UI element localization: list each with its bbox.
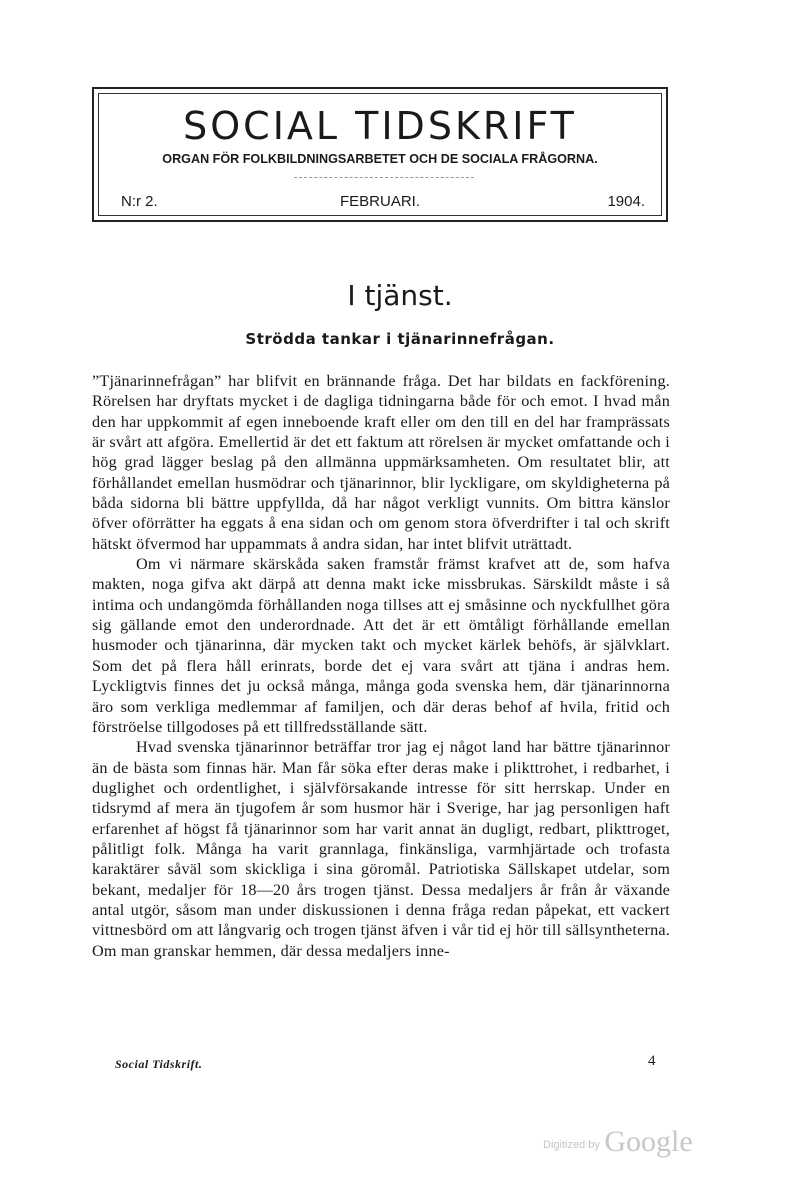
article-paragraph: Hvad svenska tjänarinnor beträffar tror jag ej något land har bättre tjänarinnor än de bästa som finnas här. Man får söka efter deras make i plikttrohet, i redbarhet, i duglighet och ordentlighet, i självförsakande intresse för sitt herrskap. Under en tidsrymd af mera än tjugofem år som husmor här i Sverige, har jag personligen haft erfarenhet af högst få tjänarinnor som har varit annat än dugligt, redbart, plikttroget, pålitligt folk. Många ha varit grannlaga, finkänsliga, varmhjärtade och trofasta karaktärer såväl som skickliga i sina göromål. Patriotiska Sällskapet utdelar, som bekant, medaljer för 18—20 års trogen tjänst. Dessa medaljers år från år växande antal utgör, såsom man under diskussionen i denna fråga redan påpekat, ett vackert vittnesbörd om att långvarig och trogen tjänst äfven i vår tid ej hör till sällsyntheterna. Om man granskar hemmen, där dessa medaljers inne-	[92, 738, 670, 960]
article-paragraph: Om vi närmare skärskåda saken framstår främst krafvet att de, som hafva makten, noga gifva akt därpå att denna makt icke missbrukas. Särskildt måste i så intima och undangömda förhållanden noga tillses att ej småsinne och nyckfullhet göra sig gällande emot den underordnade. Att det är ett ömtåligt förhållande emellan husmoder och tjänarinna, där mycken takt och mycket kärlek behöfs, är självklart. Som det på flera håll erinrats, borde det ej vara svårt att tjäna i andras hem. Lyckligtvis finnes det ju också många, många goda svenska hem, där tjänarinnorna äro som verkliga medlemmar af familjen, och där deras behof af hvila, fritid och förströelse tillgodoses på ett tillfredsställande sätt.	[92, 555, 670, 736]
journal-title: SOCIAL TIDSKRIFT	[183, 104, 577, 148]
divider	[294, 177, 474, 178]
issue-number: N:r 2.	[121, 193, 158, 210]
article-body	[92, 371, 670, 961]
article-subtitle: Strödda tankar i tjänarinnefrågan.	[245, 330, 555, 348]
page-number: 4	[648, 1053, 656, 1069]
journal-subtitle: ORGAN FÖR FOLKBILDNINGSARBETET OCH DE SOCIALA FRÅGORNA.	[162, 152, 598, 166]
issue-month: FEBRUARI.	[339, 193, 420, 210]
article-paragraph: ”Tjänarinnefrågan” har blifvit en brännande fråga. Det har bildats en fackförening. Rörelsen har dryftats mycket i de dagliga tidningarna både för och emot. I hvad mån den har uppkommit af egen inneboende kraft eller om den till en del har framprässats är svårt att afgöra. Emellertid är det ett faktum att rörelsen är mycket omfattande och i hög grad lägger beslag på den allmänna uppmärksamheten. Om resultatet blir, att förhållandet emellan husmödrar och tjänarinnor, blir lyckligare, om skyldigheterna på båda sidorna bli bättre uppfyllda, då har något verkligt vunnits. Om bittra känslor öfver oförrätter ha eggats å ena sidan och om genom stora öfverdrifter i tal och skrift hätskt öfvermod har uppammats å andra sidan, har intet blifvit uträttadt.	[92, 372, 670, 553]
watermark-prefix: Digitized by	[543, 1139, 600, 1151]
article-title: I tjänst.	[347, 279, 453, 312]
footer-journal-name: Social Tidskrift.	[115, 1057, 203, 1071]
google-logo: Google	[604, 1125, 693, 1158]
masthead	[92, 87, 668, 222]
issue-year: 1904.	[607, 193, 645, 210]
masthead-inner-frame	[98, 93, 662, 216]
digitization-watermark	[543, 1125, 693, 1159]
